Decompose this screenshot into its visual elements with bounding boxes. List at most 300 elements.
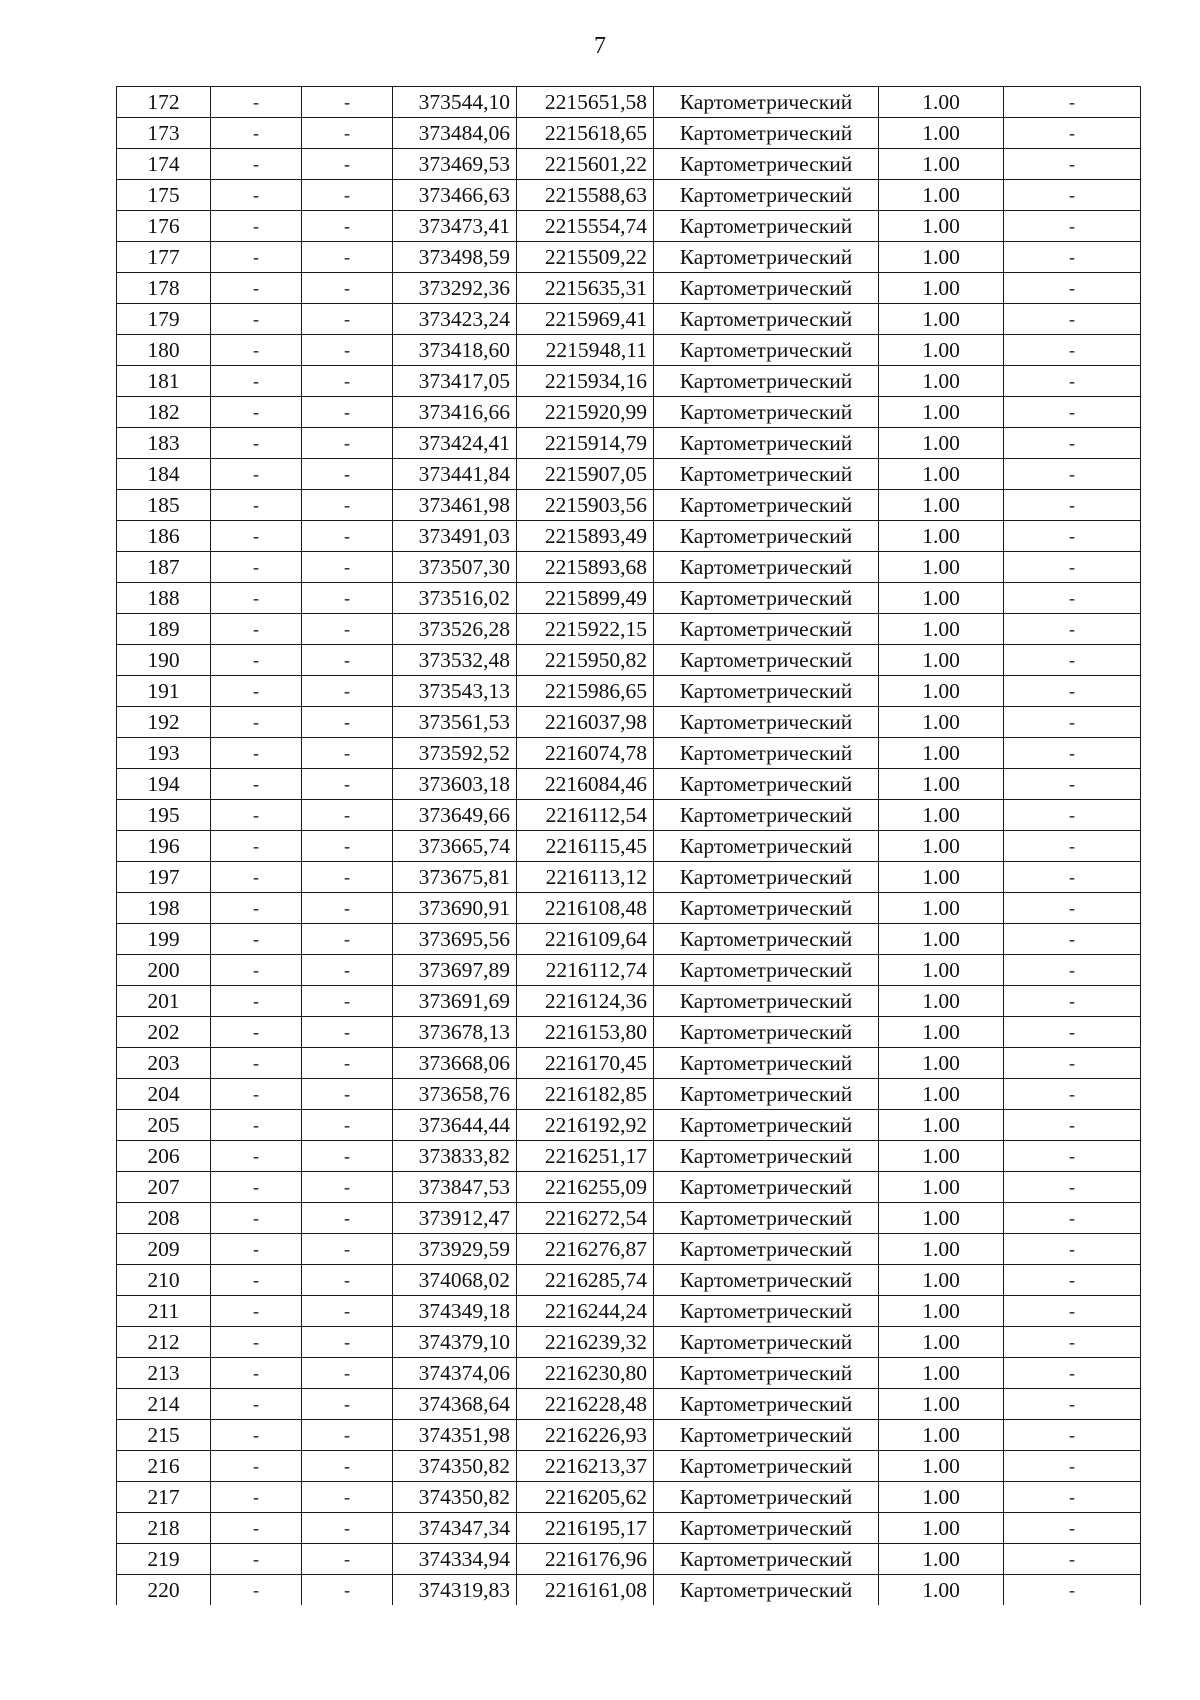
accuracy-cell: 1.00 [879,1482,1004,1513]
point-number-cell: 220 [117,1575,211,1606]
y-coordinate-cell: 2216205,62 [517,1482,654,1513]
x-coordinate-cell: 373498,59 [393,242,517,273]
x-coordinate-cell: 373592,52 [393,738,517,769]
description-cell: - [1004,1017,1141,1048]
description-cell: - [1004,924,1141,955]
x-coordinate-cell: 373649,66 [393,800,517,831]
method-cell: Картометрический [654,1482,879,1513]
dash-cell: - [211,335,302,366]
accuracy-cell: 1.00 [879,149,1004,180]
description-cell: - [1004,1203,1141,1234]
table-row [117,118,1141,149]
accuracy-cell: 1.00 [879,180,1004,211]
description-cell: - [1004,335,1141,366]
dash-cell: - [302,552,393,583]
dash-cell: - [302,428,393,459]
dash-cell: - [302,1575,393,1606]
table-row [117,1575,1141,1606]
method-cell: Картометрический [654,614,879,645]
table-row [117,862,1141,893]
dash-cell: - [211,521,302,552]
dash-cell: - [302,955,393,986]
table-row [117,676,1141,707]
dash-cell: - [211,1265,302,1296]
table-row [117,180,1141,211]
description-cell: - [1004,1358,1141,1389]
point-number-cell: 199 [117,924,211,955]
dash-cell: - [302,1048,393,1079]
table-row [117,645,1141,676]
method-cell: Картометрический [654,1172,879,1203]
method-cell: Картометрический [654,1203,879,1234]
dash-cell: - [211,1017,302,1048]
accuracy-cell: 1.00 [879,924,1004,955]
table-row [117,1017,1141,1048]
point-number-cell: 194 [117,769,211,800]
table-row [117,273,1141,304]
description-cell: - [1004,1575,1141,1606]
y-coordinate-cell: 2215509,22 [517,242,654,273]
x-coordinate-cell: 373847,53 [393,1172,517,1203]
dash-cell: - [302,211,393,242]
accuracy-cell: 1.00 [879,1451,1004,1482]
table-row [117,521,1141,552]
accuracy-cell: 1.00 [879,1327,1004,1358]
dash-cell: - [302,1451,393,1482]
y-coordinate-cell: 2215635,31 [517,273,654,304]
table-row [117,800,1141,831]
y-coordinate-cell: 2215899,49 [517,583,654,614]
accuracy-cell: 1.00 [879,1389,1004,1420]
table-row [117,1296,1141,1327]
description-cell: - [1004,831,1141,862]
description-cell: - [1004,1110,1141,1141]
accuracy-cell: 1.00 [879,1544,1004,1575]
table-row [117,242,1141,273]
dash-cell: - [302,831,393,862]
table-body [117,87,1141,1606]
dash-cell: - [211,645,302,676]
description-cell: - [1004,1079,1141,1110]
dash-cell: - [211,366,302,397]
table-row [117,1265,1141,1296]
dash-cell: - [302,924,393,955]
dash-cell: - [211,1079,302,1110]
table-row [117,831,1141,862]
dash-cell: - [302,1327,393,1358]
dash-cell: - [211,1389,302,1420]
method-cell: Картометрический [654,893,879,924]
description-cell: - [1004,676,1141,707]
dash-cell: - [302,1420,393,1451]
description-cell: - [1004,1544,1141,1575]
point-number-cell: 184 [117,459,211,490]
table-row [117,366,1141,397]
x-coordinate-cell: 373697,89 [393,955,517,986]
accuracy-cell: 1.00 [879,1048,1004,1079]
dash-cell: - [302,1079,393,1110]
dash-cell: - [211,87,302,118]
table-row [117,1079,1141,1110]
dash-cell: - [211,459,302,490]
x-coordinate-cell: 373417,05 [393,366,517,397]
description-cell: - [1004,1234,1141,1265]
y-coordinate-cell: 2216285,74 [517,1265,654,1296]
method-cell: Картометрический [654,769,879,800]
x-coordinate-cell: 373484,06 [393,118,517,149]
point-number-cell: 204 [117,1079,211,1110]
accuracy-cell: 1.00 [879,862,1004,893]
method-cell: Картометрический [654,831,879,862]
point-number-cell: 202 [117,1017,211,1048]
method-cell: Картометрический [654,583,879,614]
y-coordinate-cell: 2216109,64 [517,924,654,955]
table-row [117,1234,1141,1265]
accuracy-cell: 1.00 [879,304,1004,335]
dash-cell: - [211,862,302,893]
y-coordinate-cell: 2215914,79 [517,428,654,459]
accuracy-cell: 1.00 [879,552,1004,583]
dash-cell: - [211,1172,302,1203]
description-cell: - [1004,87,1141,118]
y-coordinate-cell: 2215934,16 [517,366,654,397]
dash-cell: - [211,1141,302,1172]
point-number-cell: 192 [117,707,211,738]
accuracy-cell: 1.00 [879,1575,1004,1606]
dash-cell: - [302,490,393,521]
y-coordinate-cell: 2215554,74 [517,211,654,242]
point-number-cell: 197 [117,862,211,893]
description-cell: - [1004,1048,1141,1079]
description-cell: - [1004,707,1141,738]
accuracy-cell: 1.00 [879,490,1004,521]
point-number-cell: 211 [117,1296,211,1327]
description-cell: - [1004,645,1141,676]
description-cell: - [1004,614,1141,645]
point-number-cell: 216 [117,1451,211,1482]
method-cell: Картометрический [654,862,879,893]
accuracy-cell: 1.00 [879,614,1004,645]
x-coordinate-cell: 373561,53 [393,707,517,738]
method-cell: Картометрический [654,552,879,583]
x-coordinate-cell: 373929,59 [393,1234,517,1265]
description-cell: - [1004,1482,1141,1513]
accuracy-cell: 1.00 [879,397,1004,428]
method-cell: Картометрический [654,87,879,118]
description-cell: - [1004,583,1141,614]
point-number-cell: 212 [117,1327,211,1358]
table-row [117,149,1141,180]
y-coordinate-cell: 2216255,09 [517,1172,654,1203]
y-coordinate-cell: 2215986,65 [517,676,654,707]
dash-cell: - [211,1451,302,1482]
x-coordinate-cell: 373526,28 [393,614,517,645]
y-coordinate-cell: 2215922,15 [517,614,654,645]
table-row [117,1358,1141,1389]
dash-cell: - [302,1482,393,1513]
x-coordinate-cell: 373675,81 [393,862,517,893]
dash-cell: - [211,707,302,738]
method-cell: Картометрический [654,707,879,738]
y-coordinate-cell: 2216115,45 [517,831,654,862]
x-coordinate-cell: 373473,41 [393,211,517,242]
description-cell: - [1004,521,1141,552]
accuracy-cell: 1.00 [879,211,1004,242]
x-coordinate-cell: 373668,06 [393,1048,517,1079]
dash-cell: - [302,335,393,366]
description-cell: - [1004,459,1141,490]
description-cell: - [1004,1451,1141,1482]
dash-cell: - [211,1482,302,1513]
table-row [117,893,1141,924]
y-coordinate-cell: 2215893,49 [517,521,654,552]
description-cell: - [1004,1513,1141,1544]
point-number-cell: 198 [117,893,211,924]
table-row [117,583,1141,614]
description-cell: - [1004,1141,1141,1172]
point-number-cell: 209 [117,1234,211,1265]
accuracy-cell: 1.00 [879,986,1004,1017]
method-cell: Картометрический [654,1451,879,1482]
x-coordinate-cell: 374349,18 [393,1296,517,1327]
table-row [117,1544,1141,1575]
dash-cell: - [302,1203,393,1234]
accuracy-cell: 1.00 [879,242,1004,273]
y-coordinate-cell: 2216251,17 [517,1141,654,1172]
dash-cell: - [211,552,302,583]
dash-cell: - [302,893,393,924]
accuracy-cell: 1.00 [879,831,1004,862]
description-cell: - [1004,552,1141,583]
point-number-cell: 193 [117,738,211,769]
point-number-cell: 190 [117,645,211,676]
method-cell: Картометрический [654,1265,879,1296]
table-row [117,1482,1141,1513]
dash-cell: - [302,707,393,738]
description-cell: - [1004,1389,1141,1420]
point-number-cell: 183 [117,428,211,459]
description-cell: - [1004,1327,1141,1358]
accuracy-cell: 1.00 [879,583,1004,614]
dash-cell: - [302,769,393,800]
x-coordinate-cell: 374351,98 [393,1420,517,1451]
dash-cell: - [302,1358,393,1389]
point-number-cell: 178 [117,273,211,304]
accuracy-cell: 1.00 [879,893,1004,924]
accuracy-cell: 1.00 [879,1203,1004,1234]
table-row [117,1203,1141,1234]
method-cell: Картометрический [654,1575,879,1606]
method-cell: Картометрический [654,676,879,707]
dash-cell: - [302,397,393,428]
method-cell: Картометрический [654,180,879,211]
y-coordinate-cell: 2216239,32 [517,1327,654,1358]
dash-cell: - [211,1544,302,1575]
point-number-cell: 172 [117,87,211,118]
y-coordinate-cell: 2216112,74 [517,955,654,986]
method-cell: Картометрический [654,1141,879,1172]
dash-cell: - [302,986,393,1017]
accuracy-cell: 1.00 [879,738,1004,769]
x-coordinate-cell: 374068,02 [393,1265,517,1296]
table-row [117,1451,1141,1482]
dash-cell: - [302,738,393,769]
x-coordinate-cell: 373418,60 [393,335,517,366]
method-cell: Картометрический [654,335,879,366]
point-number-cell: 186 [117,521,211,552]
accuracy-cell: 1.00 [879,1420,1004,1451]
dash-cell: - [211,738,302,769]
method-cell: Картометрический [654,1358,879,1389]
dash-cell: - [302,1172,393,1203]
x-coordinate-cell: 373516,02 [393,583,517,614]
y-coordinate-cell: 2216084,46 [517,769,654,800]
point-number-cell: 200 [117,955,211,986]
point-number-cell: 217 [117,1482,211,1513]
method-cell: Картометрический [654,459,879,490]
accuracy-cell: 1.00 [879,521,1004,552]
y-coordinate-cell: 2215920,99 [517,397,654,428]
dash-cell: - [211,800,302,831]
dash-cell: - [211,955,302,986]
x-coordinate-cell: 373507,30 [393,552,517,583]
x-coordinate-cell: 374374,06 [393,1358,517,1389]
dash-cell: - [302,87,393,118]
dash-cell: - [302,273,393,304]
y-coordinate-cell: 2216161,08 [517,1575,654,1606]
dash-cell: - [302,614,393,645]
dash-cell: - [302,800,393,831]
y-coordinate-cell: 2215601,22 [517,149,654,180]
dash-cell: - [302,149,393,180]
table-row [117,397,1141,428]
accuracy-cell: 1.00 [879,1141,1004,1172]
accuracy-cell: 1.00 [879,645,1004,676]
accuracy-cell: 1.00 [879,459,1004,490]
description-cell: - [1004,428,1141,459]
method-cell: Картометрический [654,1544,879,1575]
x-coordinate-cell: 373665,74 [393,831,517,862]
description-cell: - [1004,893,1141,924]
point-number-cell: 180 [117,335,211,366]
description-cell: - [1004,118,1141,149]
point-number-cell: 219 [117,1544,211,1575]
accuracy-cell: 1.00 [879,1110,1004,1141]
method-cell: Картометрический [654,1110,879,1141]
y-coordinate-cell: 2215950,82 [517,645,654,676]
x-coordinate-cell: 373532,48 [393,645,517,676]
y-coordinate-cell: 2216170,45 [517,1048,654,1079]
y-coordinate-cell: 2215893,68 [517,552,654,583]
dash-cell: - [211,893,302,924]
y-coordinate-cell: 2216272,54 [517,1203,654,1234]
dash-cell: - [211,1513,302,1544]
description-cell: - [1004,769,1141,800]
method-cell: Картометрический [654,738,879,769]
description-cell: - [1004,862,1141,893]
point-number-cell: 187 [117,552,211,583]
dash-cell: - [302,583,393,614]
table-row [117,614,1141,645]
dash-cell: - [302,645,393,676]
description-cell: - [1004,490,1141,521]
description-cell: - [1004,149,1141,180]
dash-cell: - [211,769,302,800]
x-coordinate-cell: 373658,76 [393,1079,517,1110]
accuracy-cell: 1.00 [879,273,1004,304]
x-coordinate-cell: 373603,18 [393,769,517,800]
x-coordinate-cell: 374319,83 [393,1575,517,1606]
table-row [117,1172,1141,1203]
y-coordinate-cell: 2216192,92 [517,1110,654,1141]
point-number-cell: 179 [117,304,211,335]
accuracy-cell: 1.00 [879,366,1004,397]
table-row [117,459,1141,490]
dash-cell: - [211,428,302,459]
x-coordinate-cell: 374350,82 [393,1451,517,1482]
table-row [117,955,1141,986]
description-cell: - [1004,1265,1141,1296]
point-number-cell: 181 [117,366,211,397]
x-coordinate-cell: 373292,36 [393,273,517,304]
dash-cell: - [302,1296,393,1327]
method-cell: Картометрический [654,521,879,552]
method-cell: Картометрический [654,986,879,1017]
x-coordinate-cell: 373416,66 [393,397,517,428]
table-row [117,304,1141,335]
point-number-cell: 201 [117,986,211,1017]
point-number-cell: 177 [117,242,211,273]
dash-cell: - [211,397,302,428]
accuracy-cell: 1.00 [879,1265,1004,1296]
dash-cell: - [211,1420,302,1451]
accuracy-cell: 1.00 [879,800,1004,831]
x-coordinate-cell: 374347,34 [393,1513,517,1544]
coordinates-table [116,86,1141,1605]
page-number: 7 [594,33,606,59]
dash-cell: - [211,1203,302,1234]
dash-cell: - [302,1513,393,1544]
y-coordinate-cell: 2216276,87 [517,1234,654,1265]
y-coordinate-cell: 2216195,17 [517,1513,654,1544]
accuracy-cell: 1.00 [879,1358,1004,1389]
table-row [117,428,1141,459]
dash-cell: - [211,180,302,211]
table-row [117,769,1141,800]
method-cell: Картометрический [654,1513,879,1544]
dash-cell: - [302,118,393,149]
dash-cell: - [211,1327,302,1358]
dash-cell: - [211,1296,302,1327]
x-coordinate-cell: 373423,24 [393,304,517,335]
dash-cell: - [302,521,393,552]
dash-cell: - [302,862,393,893]
method-cell: Картометрический [654,490,879,521]
dash-cell: - [211,676,302,707]
method-cell: Картометрический [654,304,879,335]
dash-cell: - [211,149,302,180]
point-number-cell: 185 [117,490,211,521]
description-cell: - [1004,211,1141,242]
description-cell: - [1004,1172,1141,1203]
method-cell: Картометрический [654,242,879,273]
point-number-cell: 188 [117,583,211,614]
y-coordinate-cell: 2216182,85 [517,1079,654,1110]
dash-cell: - [211,1234,302,1265]
table-row [117,1110,1141,1141]
point-number-cell: 174 [117,149,211,180]
accuracy-cell: 1.00 [879,1172,1004,1203]
